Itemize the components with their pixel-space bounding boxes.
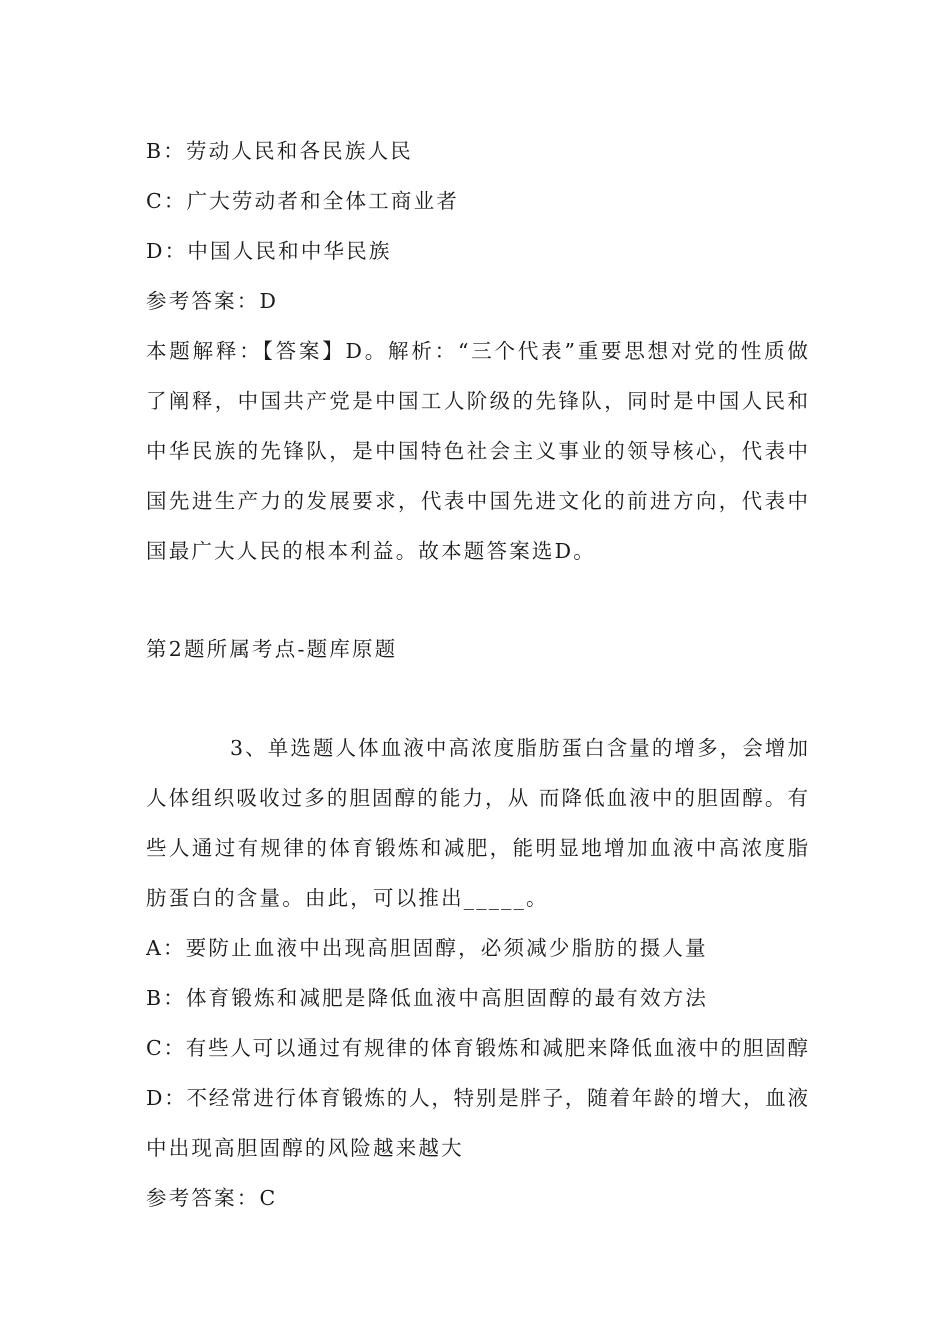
q3-option-b: B：体育锻炼和减肥是降低血液中高胆固醇的最有效方法 xyxy=(146,986,709,1010)
q3-stem-line: 些人通过有规律的体育锻炼和减肥，能明显地增加血液中高浓度脂 xyxy=(146,836,808,860)
q3-option-d-line: D：不经常进行体育锻炼的人，特别是胖子，随着年龄的增大，血液 xyxy=(146,1086,808,1110)
q2-explanation-line: 本题解释：【答案】D。解析：“三个代表”重要思想对党的性质做 xyxy=(146,339,808,363)
q2-explanation-line: 国最广大人民的根本利益。故本题答案选D。 xyxy=(146,539,596,563)
q2-answer: 参考答案：D xyxy=(146,289,279,313)
q2-option-c: C：广大劳动者和全体工商业者 xyxy=(146,189,459,213)
q2-explanation-line: 国先进生产力的发展要求，代表中国先进文化的前进方向，代表中 xyxy=(146,489,808,513)
q3-option-d-line: 中出现高胆固醇的风险越来越大 xyxy=(146,1136,464,1160)
q2-option-b: B：劳动人民和各民族人民 xyxy=(146,139,413,163)
q3-stem-line: 人体组织吸收过多的胆固醇的能力，从 而降低血液中的胆固醇。有 xyxy=(146,786,808,810)
q2-topic: 第2题所属考点-题库原题 xyxy=(146,637,398,661)
q2-explanation-line: 了阐释，中国共产党是中国工人阶级的先锋队，同时是中国人民和 xyxy=(146,389,808,413)
q3-answer: 参考答案：C xyxy=(146,1186,278,1210)
q3-option-c: C：有些人可以通过有规律的体育锻炼和减肥来降低血液中的胆固醇 xyxy=(146,1036,808,1060)
q3-stem-line: 肪蛋白的含量。由此，可以推出_____。 xyxy=(146,886,549,910)
q2-option-d: D：中国人民和中华民族 xyxy=(146,239,392,263)
q2-explanation-line: 中华民族的先锋队，是中国特色社会主义事业的领导核心，代表中 xyxy=(146,439,808,463)
q3-stem-line: 3、单选题人体血液中高浓度脂肪蛋白含量的增多，会增加 xyxy=(230,736,808,760)
q3-option-a: A：要防止血液中出现高胆固醇，必须减少脂肪的摄人量 xyxy=(146,936,708,960)
